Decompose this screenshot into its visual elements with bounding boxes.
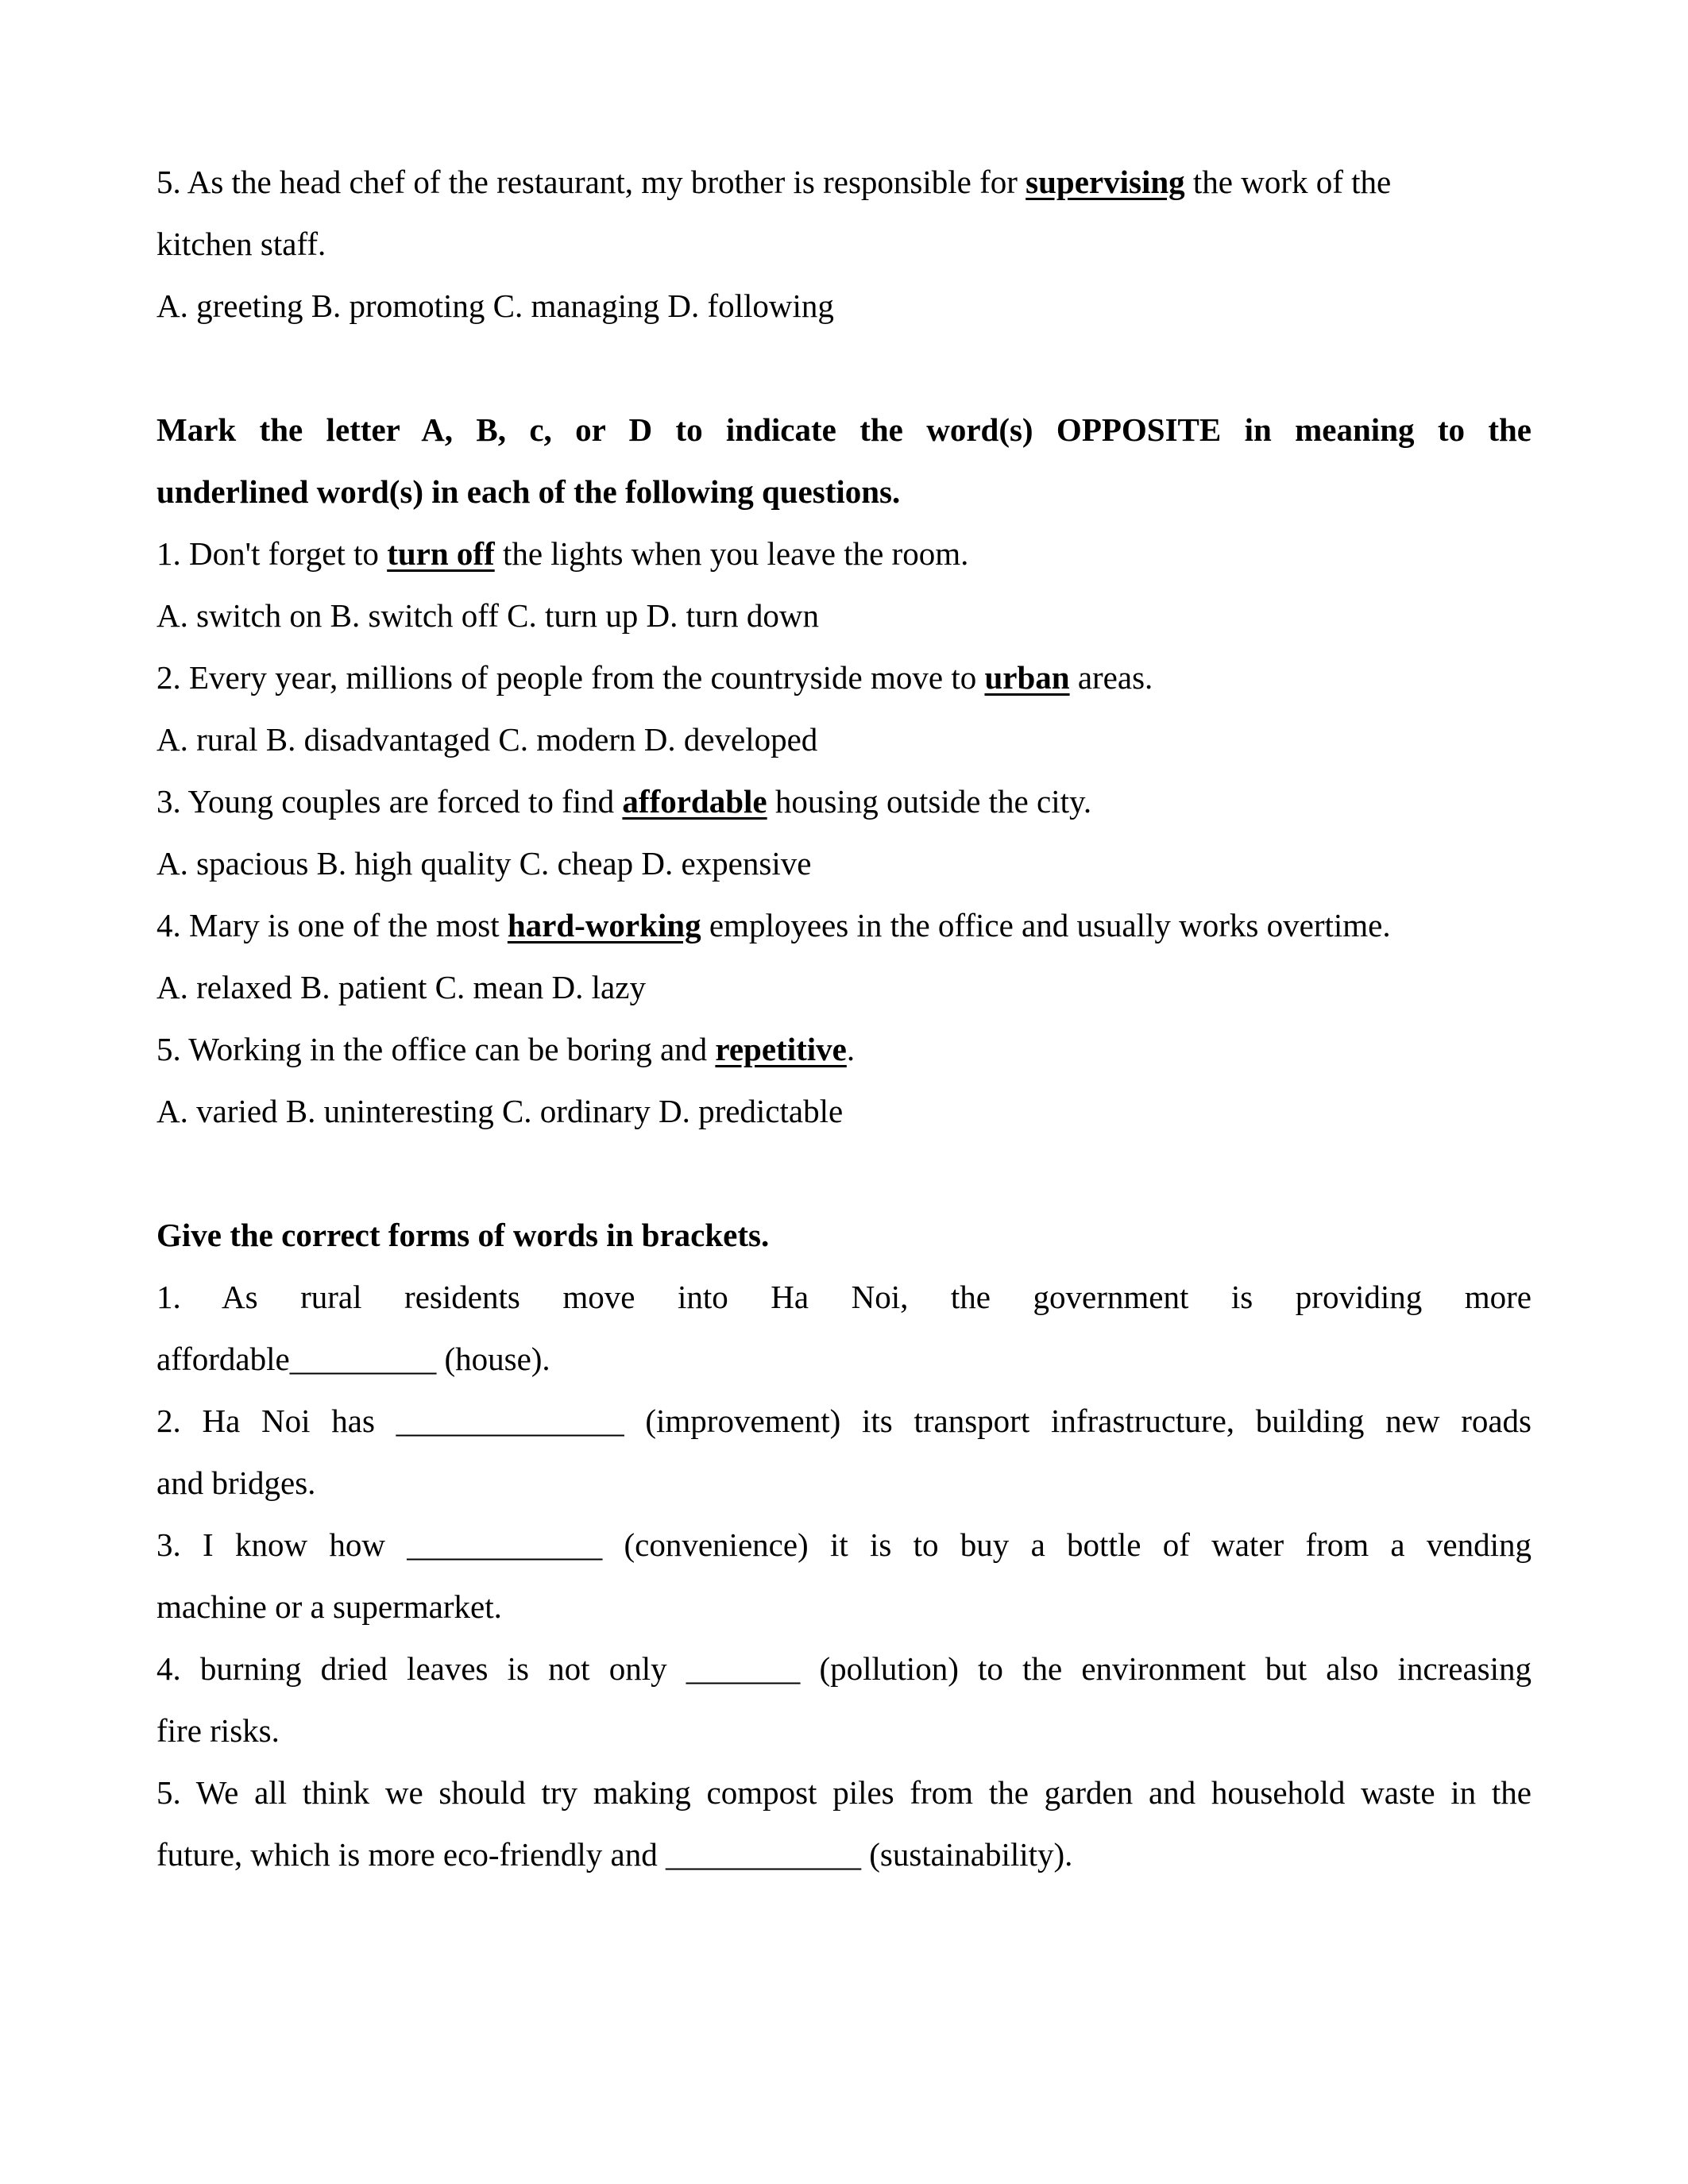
underlined-word: repetitive	[715, 1031, 847, 1067]
question-5	[156, 1018, 1532, 1080]
section-heading-word-forms: Give the correct forms of words in brackets.	[156, 1217, 770, 1253]
question-text: 4. Mary is one of the most	[156, 907, 508, 943]
section-heading-opposite: Mark the letter A, B, c, or D to indicate the word(s) OPPOSITE in meaning to the	[156, 411, 1532, 448]
question-continuation: kitchen staff.	[156, 226, 326, 262]
question-text: employees in the office and usually works overtime.	[701, 907, 1391, 943]
question-text: housing outside the city.	[767, 783, 1092, 820]
question-text: the work of the	[1184, 164, 1392, 200]
worksheet-page	[156, 151, 1532, 1885]
question-1	[156, 523, 1532, 585]
word-form-item-1: 1. As rural residents move into Ha Noi, the government is providing more	[156, 1279, 1532, 1315]
underlined-word: affordable	[622, 783, 767, 820]
word-form-item-2-cont: and bridges.	[156, 1464, 316, 1501]
answer-options: A. greeting B. promoting C. managing D. following	[156, 287, 834, 324]
question-text: 5. As the head chef of the restaurant, my brother is responsible for	[156, 164, 1026, 200]
spacer	[156, 1142, 1532, 1204]
answer-options: A. switch on B. switch off C. turn up D. turn down	[156, 597, 820, 634]
spacer	[156, 337, 1532, 399]
answer-options: A. rural B. disadvantaged C. modern D. developed	[156, 721, 818, 758]
answer-options: A. relaxed B. patient C. mean D. lazy	[156, 969, 646, 1005]
word-form-item-2: 2. Ha Noi has ______________ (improvement) its transport infrastructure, building new roads	[156, 1403, 1532, 1439]
answer-options: A. spacious B. high quality C. cheap D. expensive	[156, 845, 812, 882]
word-form-item-5: 5. We all think we should try making compost piles from the garden and household waste in the	[156, 1774, 1532, 1811]
underlined-word: supervising	[1026, 164, 1185, 200]
word-form-item-1-cont: affordable_________ (house).	[156, 1341, 550, 1377]
word-form-item-3-cont: machine or a supermarket.	[156, 1588, 502, 1625]
question-text: areas.	[1069, 659, 1153, 696]
underlined-word: urban	[984, 659, 1070, 696]
word-form-item-5-cont: future, which is more eco-friendly and ____________ (sustainability).	[156, 1836, 1073, 1873]
word-form-item-4-cont: fire risks.	[156, 1712, 280, 1749]
question-text: 5. Working in the office can be boring and	[156, 1031, 716, 1067]
question-text: 2. Every year, millions of people from the countryside move to	[156, 659, 985, 696]
question-3	[156, 770, 1532, 832]
question-text: .	[846, 1031, 856, 1067]
section-heading-opposite-cont: underlined word(s) in each of the following questions.	[156, 473, 901, 510]
answer-options: A. varied B. uninteresting C. ordinary D. predictable	[156, 1093, 844, 1129]
question-text: 3. Young couples are forced to find	[156, 783, 623, 820]
question-4	[156, 894, 1532, 956]
underlined-word: hard-working	[507, 907, 701, 943]
question-2	[156, 646, 1532, 708]
question-text: 1. Don't forget to	[156, 535, 388, 572]
underlined-word: turn off	[387, 535, 495, 572]
word-form-item-4: 4. burning dried leaves is not only _______ (pollution) to the environment but also increasing	[156, 1650, 1532, 1687]
word-form-item-3: 3. I know how ____________ (convenience) it is to buy a bottle of water from a vending	[156, 1526, 1532, 1563]
question-text: the lights when you leave the room.	[494, 535, 969, 572]
question-5-prev	[156, 151, 1532, 213]
